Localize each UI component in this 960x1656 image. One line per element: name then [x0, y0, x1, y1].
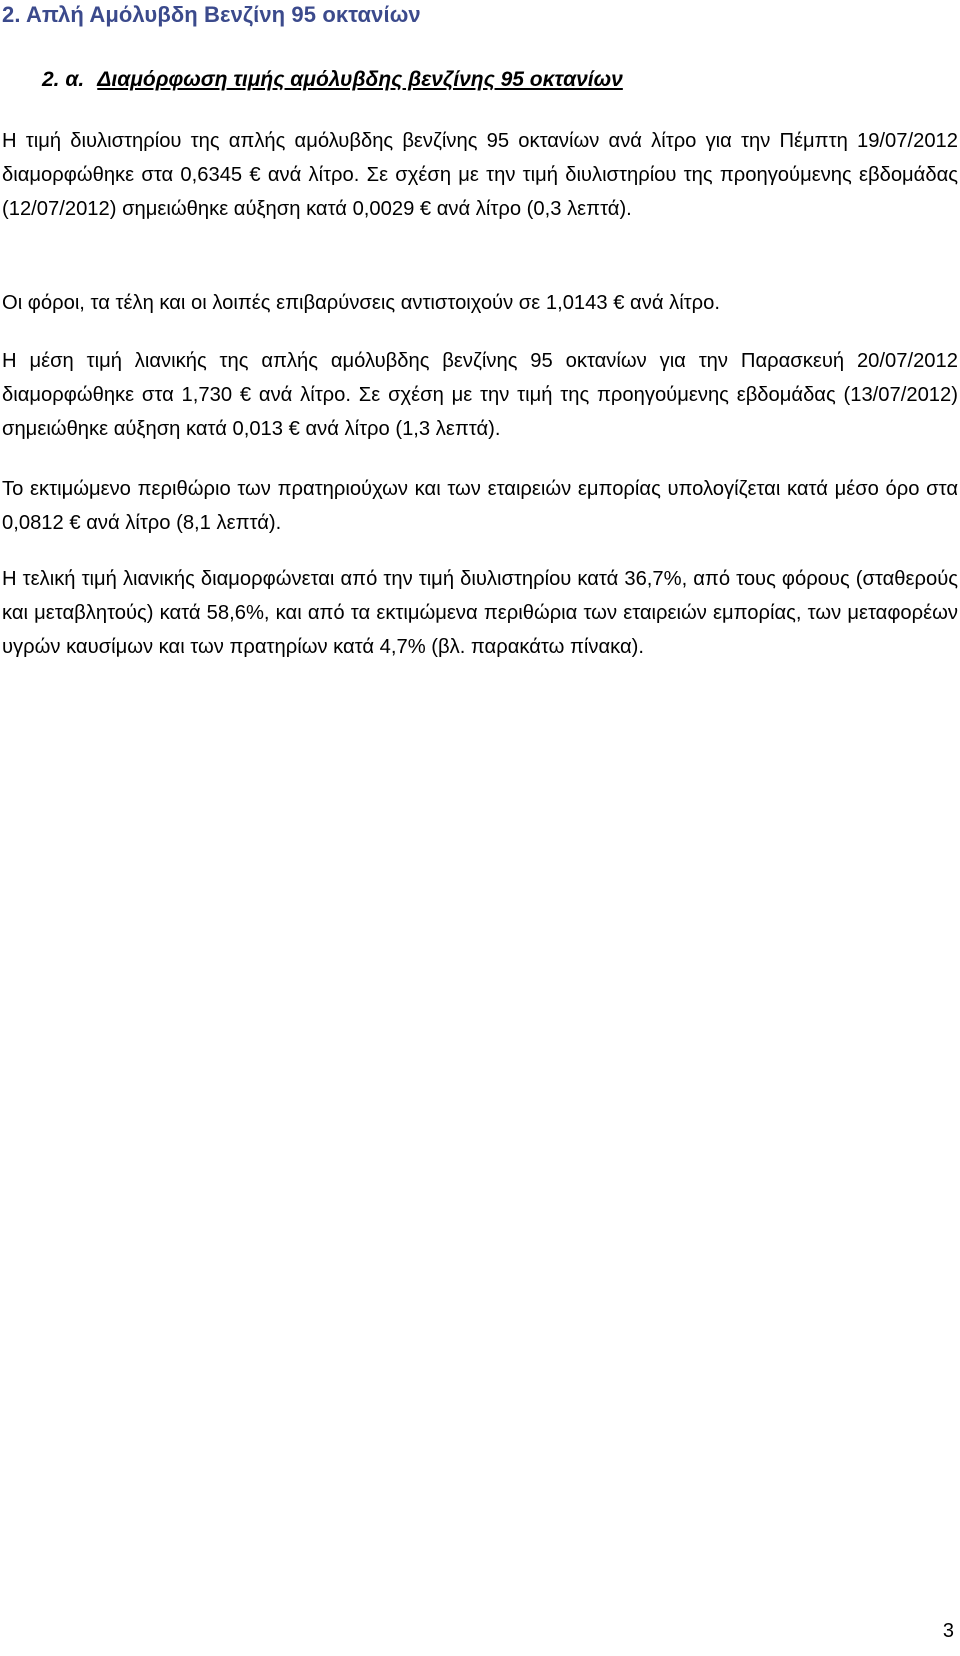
subsection-title: Διαμόρφωση τιμής αμόλυβδης βενζίνης 95 οκτανίων: [97, 68, 623, 91]
paragraph-taxes: Οι φόροι, τα τέλη και οι λοιπές επιβαρύνσεις αντιστοιχούν σε 1,0143 € ανά λίτρο.: [2, 292, 720, 314]
subsection-heading: [42, 68, 623, 92]
paragraph-margin: Το εκτιμώμενο περιθώριο των πρατηριούχων και των εταιρειών εμπορίας υπολογίζεται κατά μέσο όρο στα 0,0812 € ανά λίτρο (8,1 λεπτά).: [2, 478, 958, 534]
page-number: 3: [942, 1620, 954, 1642]
section-heading: 2. Απλή Αμόλυβδη Βενζίνη 95 οκτανίων: [2, 2, 421, 27]
paragraph-refinery-price: Η τιμή διυλιστηρίου της απλής αμόλυβδης βενζίνης 95 οκτανίων ανά λίτρο για την Πέμπτη 19/07/2012 διαμορφώθηκε στα 0,6345 € ανά λίτρο. Σε σχέση με την τιμή διυλιστηρίου της προηγούμενης εβδομάδας (12/07/2012) σημειώθηκε αύξηση κατά 0,0029 € ανά λίτρο (0,3 λεπτά).: [2, 130, 958, 220]
paragraph-price-composition: Η τελική τιμή λιανικής διαμορφώνεται από την τιμή διυλιστηρίου κατά 36,7%, από τους φόρους (σταθερούς και μεταβλητούς) κατά 58,6%, και από τα εκτιμώμενα περιθώρια των εταιρειών εμπορίας, των μεταφορέων υγρών καυσίμων και των πρατηρίων κατά 4,7% (βλ. παρακάτω πίνακα).: [2, 568, 958, 658]
subsection-number: 2. α.: [42, 68, 85, 91]
paragraph-retail-price: Η μέση τιμή λιανικής της απλής αμόλυβδης βενζίνης 95 οκτανίων για την Παρασκευή 20/07/2012 διαμορφώθηκε στα 1,730 € ανά λίτρο. Σε σχέση με την τιμή της προηγούμενης εβδομάδας (13/07/2012) σημειώθηκε αύξηση κατά 0,013 € ανά λίτρο (1,3 λεπτά).: [2, 350, 958, 440]
